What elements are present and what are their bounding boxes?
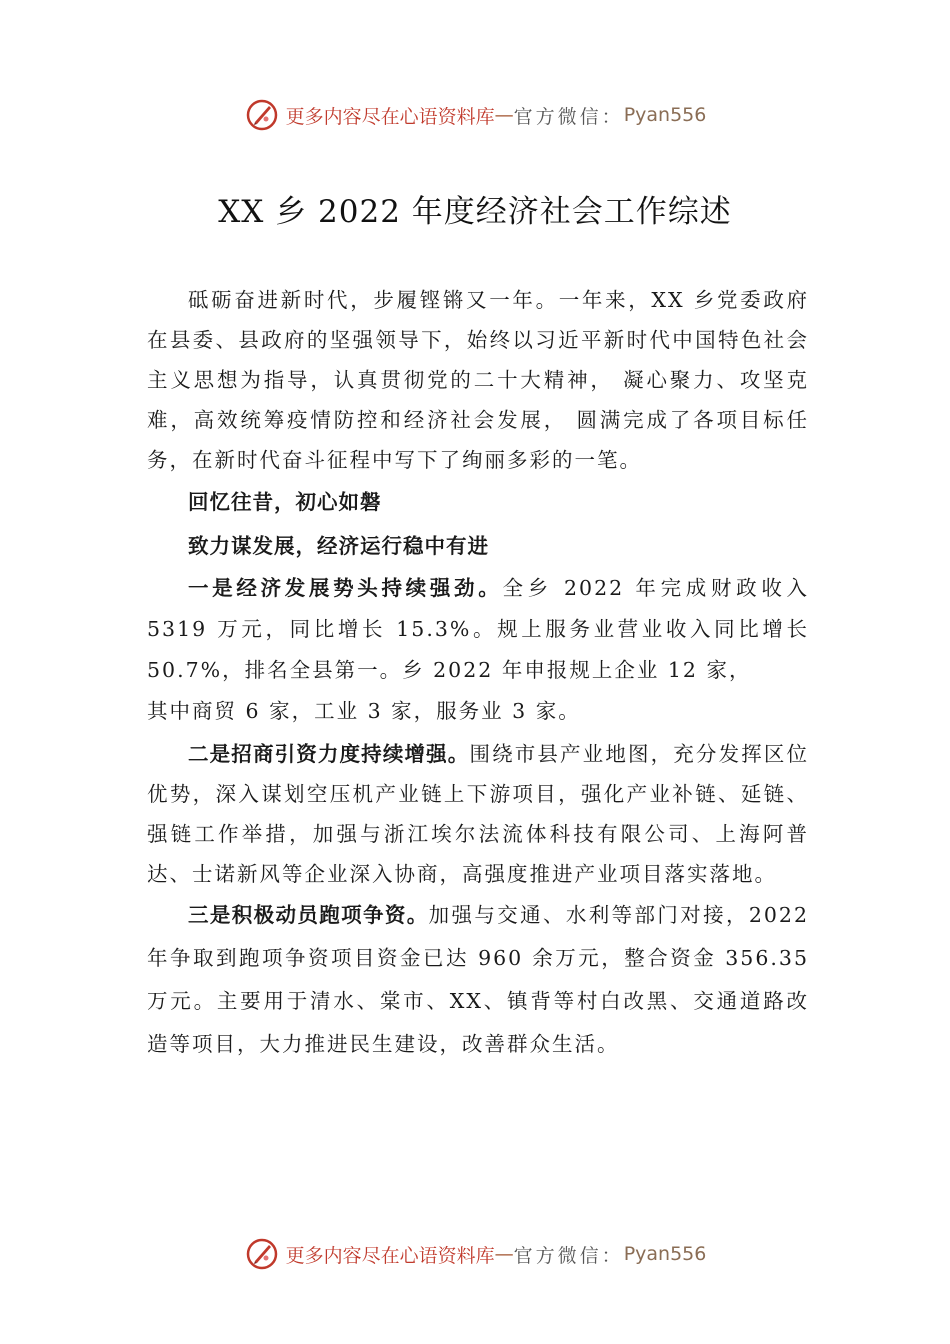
watermark-wechat-id: Pyan556 (623, 104, 707, 126)
point-three-body: 加强与交通、水利等部门对接，2022 年争取到跑项争资项目资金已达 960 余万元，整合资金 356.35 万元。主要用于清水、棠市、XX、镇背等村白改黑、交通道路改造等项目，大力推进民生建设，改善群众生活。 (147, 903, 810, 1056)
section-heading: 回忆往昔，初心如磐 (188, 490, 382, 514)
watermark-wechat-id: Pyan556 (623, 1243, 707, 1265)
point-two-lead: 二是招商引资力度持续增强。 (188, 742, 470, 766)
point-three-lead: 三是积极动员跑项争资。 (188, 903, 429, 927)
point-two-body: 围绕市县产业地图，充分发挥区位优势，深入谋划空压机产业链上下游项目，强化产业补链、延链、强链工作举措，加强与浙江埃尔法流体科技有限公司、上海阿普达、士诺新风等企业深入协商，高强度推进产业项目落实落地。 (147, 742, 810, 886)
point-one-body: 全乡 2022 年完成财政收入 5319 万元，同比增长 15.3%。规上服务业营业收入同比增长 50.7%，排名全县第一。乡 2022 年申报规上企业 12 家， (147, 576, 810, 682)
watermark-label: 官方微信： (513, 105, 624, 128)
watermark-label: 官方微信： (513, 1244, 624, 1267)
watermark-separator: — (494, 104, 514, 126)
watermark-brand: 更多内容尽在心语资料库 (285, 1244, 495, 1267)
document-body (147, 280, 809, 1066)
watermark-footer (0, 1234, 950, 1274)
point-one-paragraph (147, 568, 809, 691)
document-title: XX 乡 2022 年度经济社会工作综述 (218, 194, 732, 230)
intro-paragraph: 砥砺奋进新时代，步履铿锵又一年。一年来，XX 乡党委政府在县委、县政府的坚强领导下，始终以习近平新时代中国特色社会主义思想为指导，认真贯彻党的二十大精神， 凝心聚力、攻坚克难，高效统筹疫情防控和经济社会发展， 圆满完成了各项目标任务，在新时代奋斗征程中写下了绚丽多彩的一笔。 (147, 288, 809, 472)
watermark-separator: — (494, 1243, 514, 1265)
watermark-brand: 更多内容尽在心语资料库 (285, 105, 495, 128)
subsection-heading: 致力谋发展，经济运行稳中有进 (188, 534, 489, 558)
point-one-continuation: 其中商贸 6 家，工业 3 家，服务业 3 家。 (147, 699, 581, 723)
point-three-paragraph (147, 894, 809, 1066)
point-one-lead: 一是经济发展势头持续强劲。 (188, 576, 503, 600)
point-two-paragraph (147, 734, 809, 894)
watermark-header (0, 95, 950, 135)
pen-circle-logo-icon (244, 1236, 280, 1272)
pen-circle-logo-icon (244, 97, 280, 133)
